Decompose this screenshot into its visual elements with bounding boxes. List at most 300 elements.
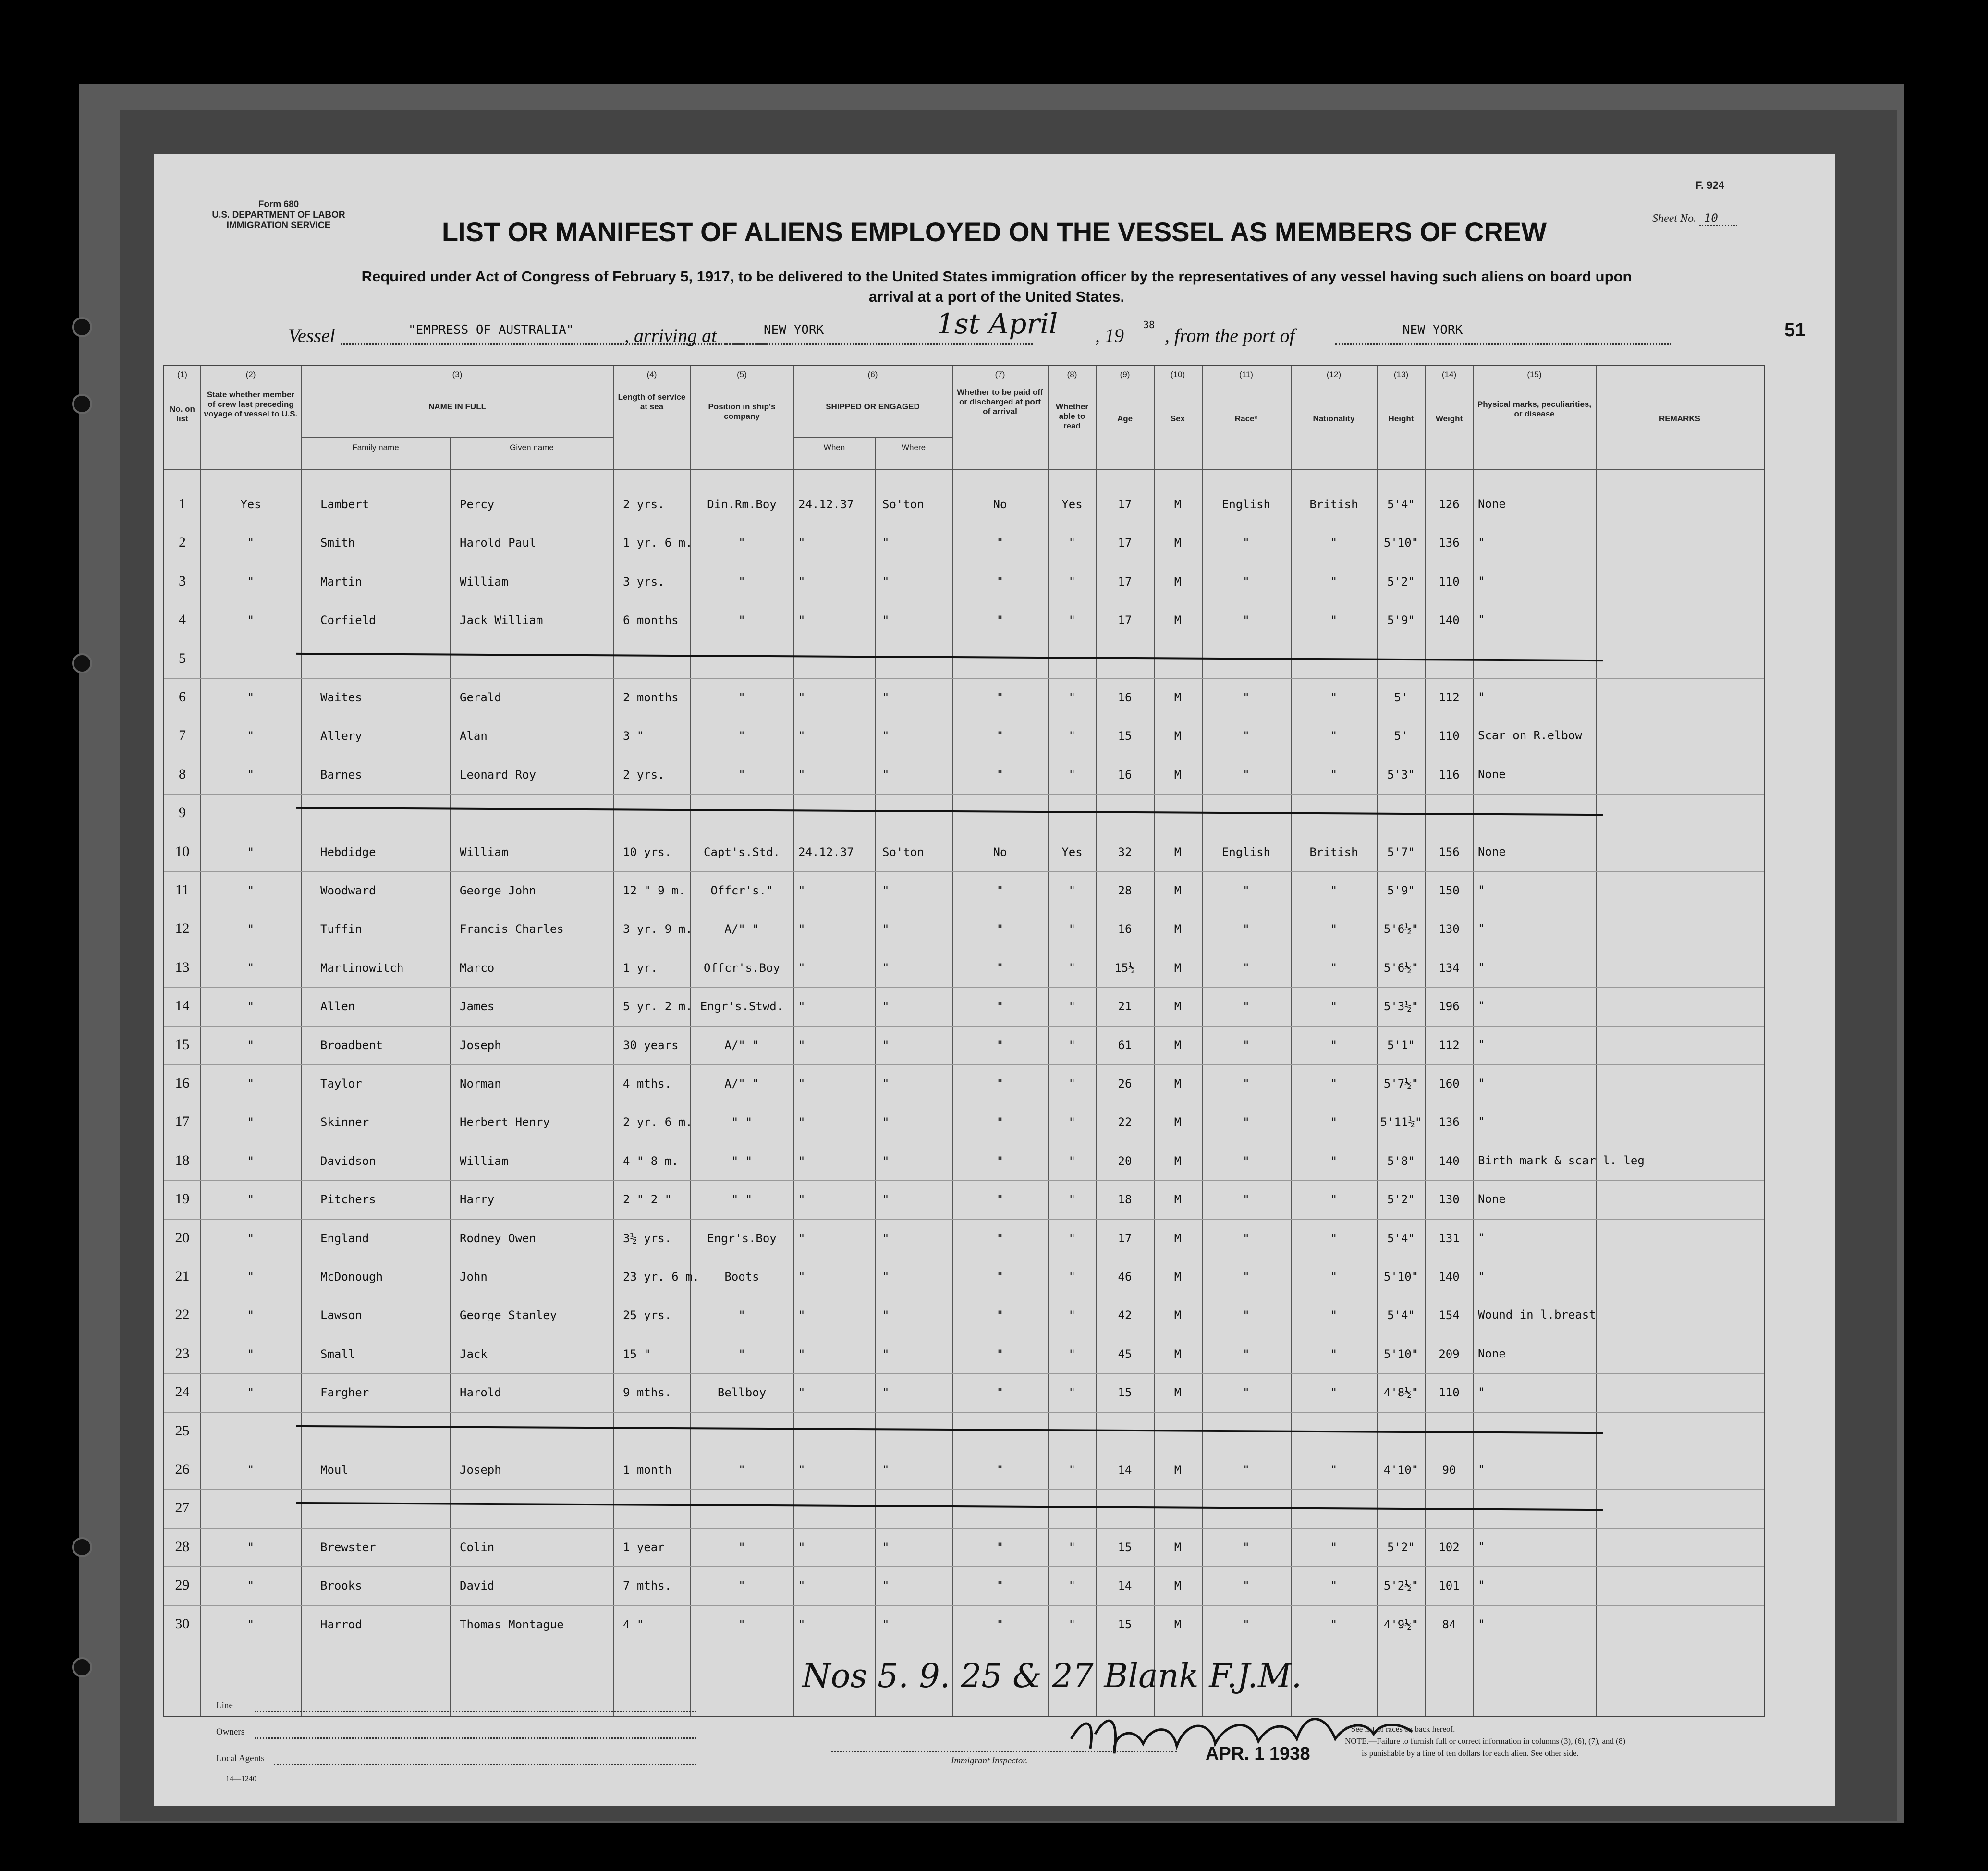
punch-hole <box>72 394 92 414</box>
row-sex: M <box>1174 1077 1182 1090</box>
row-number: 10 <box>175 843 190 859</box>
row-family-name: Waites <box>320 691 362 704</box>
row-paid-off: No <box>993 498 1007 511</box>
column-divider <box>1473 366 1474 1716</box>
local-agents-underline <box>274 1764 696 1765</box>
row-family-name: Small <box>320 1347 355 1361</box>
row-age: 15 <box>1118 729 1132 743</box>
row-shipped-when: 24.12.37 <box>798 498 854 511</box>
row-given-name: Jack <box>460 1347 488 1361</box>
row-nationality: " <box>1330 961 1338 975</box>
row-paid-off: " <box>996 1154 1004 1168</box>
row-number: 6 <box>179 689 186 705</box>
row-position: " <box>738 768 745 782</box>
row-previous-voyage: " <box>247 536 255 550</box>
row-physical-marks: " <box>1478 613 1485 627</box>
row-given-name: Alan <box>460 729 488 743</box>
row-nationality: " <box>1330 1038 1338 1052</box>
row-weight: 154 <box>1439 1308 1460 1322</box>
row-position: " <box>738 1617 745 1631</box>
row-sex: M <box>1174 884 1182 897</box>
row-race: " <box>1243 575 1250 588</box>
row-rule <box>164 1373 1764 1374</box>
row-nationality: " <box>1330 1000 1338 1014</box>
row-physical-marks: " <box>1478 922 1485 936</box>
row-race: " <box>1243 1038 1250 1052</box>
row-age: 16 <box>1118 922 1132 936</box>
row-weight: 102 <box>1439 1540 1460 1554</box>
header-weight: Weight <box>1435 414 1463 423</box>
header-where: Where <box>901 443 926 452</box>
blank-row-strike <box>296 807 1603 816</box>
row-previous-voyage: " <box>247 1154 255 1168</box>
row-sex: M <box>1174 1617 1182 1631</box>
row-sex: M <box>1174 961 1182 975</box>
row-able-to-read: " <box>1068 768 1076 782</box>
row-previous-voyage: " <box>247 884 255 897</box>
column-number: (9) <box>1120 370 1130 379</box>
row-physical-marks: Scar on R.elbow <box>1478 729 1582 743</box>
row-age: 17 <box>1118 536 1132 550</box>
row-position: A/" " <box>724 1077 759 1090</box>
row-previous-voyage: " <box>247 1115 255 1129</box>
row-paid-off: " <box>996 768 1004 782</box>
row-position: " <box>738 1540 745 1554</box>
row-rule <box>164 1064 1764 1065</box>
row-able-to-read: " <box>1068 1193 1076 1207</box>
row-service-length: 5 yr. 2 m. <box>623 1000 693 1014</box>
row-race: " <box>1243 884 1250 897</box>
row-number: 5 <box>179 650 186 666</box>
row-position: " <box>738 1347 745 1361</box>
header-remarks: REMARKS <box>1659 414 1700 423</box>
column-number: (11) <box>1239 370 1253 379</box>
row-service-length: 23 yr. 6 m. <box>623 1270 699 1284</box>
row-given-name: Harry <box>460 1193 495 1207</box>
manifest-sheet <box>154 154 1835 1806</box>
row-physical-marks: " <box>1478 1270 1485 1283</box>
row-physical-marks: Birth mark & scar l. leg <box>1478 1153 1645 1167</box>
column-number: (8) <box>1067 370 1077 379</box>
row-race: " <box>1243 1617 1250 1631</box>
row-previous-voyage: " <box>247 729 255 743</box>
row-able-to-read: " <box>1068 729 1076 743</box>
row-family-name: Broadbent <box>320 1038 383 1052</box>
row-height: 5'4" <box>1387 498 1415 511</box>
row-height: 5' <box>1394 729 1408 743</box>
row-sex: M <box>1174 922 1182 936</box>
row-paid-off: " <box>996 536 1004 550</box>
row-paid-off: " <box>996 922 1004 936</box>
row-previous-voyage: " <box>247 691 255 704</box>
row-previous-voyage: " <box>247 575 255 588</box>
row-shipped-when: " <box>798 1463 805 1477</box>
row-nationality: " <box>1330 1386 1338 1400</box>
row-age: 20 <box>1118 1154 1132 1168</box>
row-shipped-when: " <box>798 884 805 897</box>
row-family-name: Lawson <box>320 1308 362 1322</box>
row-weight: 196 <box>1439 1000 1460 1014</box>
row-service-length: 4 mths. <box>623 1077 672 1090</box>
row-race: English <box>1221 498 1271 511</box>
row-position: " <box>738 729 745 743</box>
row-height: 5'2" <box>1387 1540 1415 1554</box>
row-height: 5'6½" <box>1383 922 1419 936</box>
row-able-to-read: " <box>1068 1038 1076 1052</box>
row-shipped-when: " <box>798 1617 805 1631</box>
row-service-length: 3 yrs. <box>623 575 665 588</box>
row-shipped-when: " <box>798 768 805 782</box>
row-service-length: 1 year <box>623 1540 665 1554</box>
row-height: 5'10" <box>1383 1270 1419 1284</box>
row-previous-voyage: " <box>247 1617 255 1631</box>
row-able-to-read: " <box>1068 536 1076 550</box>
row-height: 5'9" <box>1387 884 1415 897</box>
row-weight: 110 <box>1439 1386 1460 1400</box>
header-given-name: Given name <box>510 443 554 452</box>
row-number: 22 <box>175 1307 190 1323</box>
vessel-name: "EMPRESS OF AUSTRALIA" <box>408 323 574 337</box>
row-height: 5' <box>1394 691 1408 704</box>
row-nationality: " <box>1330 1617 1338 1631</box>
column-number: (5) <box>737 370 747 379</box>
row-given-name: Joseph <box>460 1038 501 1052</box>
row-shipped-where: " <box>882 1154 890 1168</box>
row-age: 15½ <box>1114 961 1135 975</box>
row-nationality: " <box>1330 1077 1338 1090</box>
row-able-to-read: " <box>1068 575 1076 588</box>
row-shipped-when: " <box>798 691 805 704</box>
row-family-name: Smith <box>320 536 355 550</box>
row-given-name: William <box>460 575 509 588</box>
row-height: 5'7½" <box>1383 1077 1419 1090</box>
row-sex: M <box>1174 1038 1182 1052</box>
row-number: 8 <box>179 766 186 782</box>
row-paid-off: " <box>996 1115 1004 1129</box>
blank-row-strike <box>296 1502 1603 1511</box>
row-shipped-when: " <box>798 1386 805 1400</box>
row-given-name: Francis Charles <box>460 922 564 936</box>
header-sub-column <box>450 437 451 1716</box>
row-number: 21 <box>175 1268 190 1284</box>
row-height: 5'6½" <box>1383 961 1419 975</box>
row-sex: M <box>1174 1115 1182 1129</box>
column-number: (7) <box>995 370 1005 379</box>
header-nationality: Nationality <box>1313 414 1355 423</box>
row-nationality: " <box>1330 1540 1338 1554</box>
column-number: (10) <box>1170 370 1185 379</box>
row-sex: M <box>1174 575 1182 588</box>
row-previous-voyage: " <box>247 1000 255 1014</box>
row-given-name: Herbert Henry <box>460 1115 550 1129</box>
row-race: English <box>1221 845 1271 859</box>
row-number: 4 <box>179 611 186 628</box>
column-number: (4) <box>646 370 657 379</box>
sheet-label: Sheet No. <box>1652 212 1696 225</box>
row-number: 26 <box>175 1461 190 1477</box>
row-physical-marks: " <box>1478 1463 1485 1476</box>
punch-hole <box>72 1537 92 1557</box>
row-able-to-read: " <box>1068 1540 1076 1554</box>
row-rule <box>164 1219 1764 1220</box>
row-family-name: Skinner <box>320 1115 369 1129</box>
row-rule <box>164 1528 1764 1529</box>
row-sex: M <box>1174 768 1182 782</box>
header-position: Position in ship's company <box>708 402 776 421</box>
row-shipped-where: " <box>882 1386 890 1400</box>
subtitle-line-2: arrival at a port of the United States. <box>868 288 1125 305</box>
row-physical-marks: " <box>1478 690 1485 704</box>
row-number: 17 <box>175 1113 190 1130</box>
header-paid-off: Whether to be paid off or discharged at port of arrival <box>957 388 1043 416</box>
row-position: Engr's.Boy <box>707 1231 777 1245</box>
blank-rows-note: Nos 5. 9. 25 & 27 Blank F.J.M. <box>802 1657 1302 1695</box>
row-weight: 130 <box>1439 922 1460 936</box>
header-divider <box>164 469 1764 470</box>
row-position: " <box>738 691 745 704</box>
row-race: " <box>1243 1115 1250 1129</box>
row-able-to-read: " <box>1068 691 1076 704</box>
row-height: 5'3" <box>1387 768 1415 782</box>
row-position: Boots <box>724 1270 759 1284</box>
row-given-name: George Stanley <box>460 1308 557 1322</box>
row-number: 7 <box>179 727 186 744</box>
row-age: 16 <box>1118 691 1132 704</box>
row-sex: M <box>1174 1231 1182 1245</box>
row-family-name: Allery <box>320 729 362 743</box>
row-family-name: Fargher <box>320 1386 369 1400</box>
row-previous-voyage: " <box>247 1077 255 1090</box>
row-sex: M <box>1174 1540 1182 1554</box>
row-nationality: " <box>1330 575 1338 588</box>
row-position: " " <box>731 1154 753 1168</box>
row-able-to-read: " <box>1068 1347 1076 1361</box>
row-weight: 209 <box>1439 1347 1460 1361</box>
row-height: 5'10" <box>1383 536 1419 550</box>
row-shipped-when: " <box>798 1347 805 1361</box>
document-subtitle <box>240 267 1753 307</box>
row-nationality: British <box>1309 498 1358 511</box>
row-previous-voyage: " <box>247 1347 255 1361</box>
row-race: " <box>1243 691 1250 704</box>
row-weight: 116 <box>1439 768 1460 782</box>
row-previous-voyage: " <box>247 961 255 975</box>
row-physical-marks: None <box>1478 1192 1506 1206</box>
row-service-length: 7 mths. <box>623 1579 672 1593</box>
row-given-name: Harold Paul <box>460 536 536 550</box>
row-shipped-where: So'ton <box>882 498 924 511</box>
row-race: " <box>1243 1463 1250 1477</box>
row-number: 11 <box>175 882 189 898</box>
header-sub-column <box>875 437 876 1716</box>
header-physical-marks: Physical marks, peculiarities, or disease <box>1477 400 1592 418</box>
row-able-to-read: Yes <box>1061 498 1083 511</box>
row-shipped-when: " <box>798 1077 805 1090</box>
row-position: Offcr's." <box>710 884 773 897</box>
row-age: 28 <box>1118 884 1132 897</box>
row-physical-marks: " <box>1478 1231 1485 1245</box>
row-age: 17 <box>1118 498 1132 511</box>
row-family-name: Pitchers <box>320 1193 376 1207</box>
row-nationality: " <box>1330 922 1338 936</box>
row-weight: 112 <box>1439 1038 1460 1052</box>
row-previous-voyage: " <box>247 1308 255 1322</box>
row-family-name: Taylor <box>320 1077 362 1090</box>
row-position: " " <box>731 1115 753 1129</box>
row-able-to-read: " <box>1068 1000 1076 1014</box>
row-able-to-read: " <box>1068 613 1076 627</box>
row-sex: M <box>1174 845 1182 859</box>
row-weight: 130 <box>1439 1193 1460 1207</box>
row-height: 5'4" <box>1387 1308 1415 1322</box>
row-shipped-when: " <box>798 1115 805 1129</box>
row-sex: M <box>1174 1308 1182 1322</box>
row-height: 5'4" <box>1387 1231 1415 1245</box>
row-paid-off: " <box>996 575 1004 588</box>
row-height: 5'1" <box>1387 1038 1415 1052</box>
row-shipped-when: " <box>798 1038 805 1052</box>
row-number: 29 <box>175 1577 190 1593</box>
row-number: 27 <box>175 1500 190 1516</box>
row-shipped-where: " <box>882 1617 890 1631</box>
row-shipped-when: " <box>798 1231 805 1245</box>
row-given-name: William <box>460 1154 509 1168</box>
row-nationality: " <box>1330 536 1338 550</box>
row-given-name: Colin <box>460 1540 495 1554</box>
row-number: 28 <box>175 1538 190 1554</box>
row-nationality: " <box>1330 691 1338 704</box>
row-previous-voyage: " <box>247 1386 255 1400</box>
row-position: " " <box>731 1193 753 1207</box>
arriving-underline <box>725 343 1033 345</box>
row-shipped-where: " <box>882 1115 890 1129</box>
row-paid-off: " <box>996 884 1004 897</box>
row-service-length: 2 yrs. <box>623 498 665 511</box>
row-race: " <box>1243 1231 1250 1245</box>
row-nationality: " <box>1330 1270 1338 1284</box>
row-physical-marks: " <box>1478 1076 1485 1090</box>
row-age: 21 <box>1118 1000 1132 1014</box>
row-rule <box>164 678 1764 679</box>
row-previous-voyage: Yes <box>240 498 261 511</box>
row-given-name: Rodney Owen <box>460 1231 536 1245</box>
row-sex: M <box>1174 691 1182 704</box>
row-previous-voyage: " <box>247 1540 255 1554</box>
row-family-name: Woodward <box>320 884 376 897</box>
row-previous-voyage: " <box>247 768 255 782</box>
row-paid-off: " <box>996 729 1004 743</box>
header-family-name: Family name <box>352 443 399 452</box>
row-service-length: 2 yr. 6 m. <box>623 1115 693 1129</box>
column-number: (3) <box>452 370 463 379</box>
row-service-length: 25 yrs. <box>623 1308 672 1322</box>
row-service-length: 30 years <box>623 1038 679 1052</box>
row-sex: M <box>1174 1463 1182 1477</box>
row-paid-off: " <box>996 1463 1004 1477</box>
row-paid-off: " <box>996 1000 1004 1014</box>
header-sex: Sex <box>1170 414 1185 423</box>
row-paid-off: " <box>996 1347 1004 1361</box>
arriving-label: , arriving at <box>624 325 717 346</box>
form-code: F. 924 <box>1695 179 1724 191</box>
row-family-name: Davidson <box>320 1154 376 1168</box>
subtitle-line-1: Required under Act of Congress of February 5, 1917, to be delivered to the United States immigration officer by the representatives of any vessel having such aliens on board upon <box>361 268 1632 285</box>
row-race: " <box>1243 1308 1250 1322</box>
row-physical-marks: " <box>1478 960 1485 974</box>
row-height: 5'10" <box>1383 1347 1419 1361</box>
row-physical-marks: " <box>1478 574 1485 588</box>
row-service-length: 4 " 8 m. <box>623 1154 679 1168</box>
row-shipped-when: " <box>798 613 805 627</box>
row-height: 5'2" <box>1387 1193 1415 1207</box>
column-number: (14) <box>1441 370 1457 379</box>
row-position: " <box>738 536 745 550</box>
row-rule <box>164 1605 1764 1606</box>
row-shipped-when: " <box>798 536 805 550</box>
row-able-to-read: " <box>1068 1115 1076 1129</box>
row-rule <box>164 987 1764 988</box>
row-age: 42 <box>1118 1308 1132 1322</box>
header-when: When <box>823 443 845 452</box>
row-sex: M <box>1174 1347 1182 1361</box>
header-sub-divider <box>301 437 613 438</box>
row-sex: M <box>1174 1000 1182 1014</box>
row-age: 22 <box>1118 1115 1132 1129</box>
row-nationality: " <box>1330 768 1338 782</box>
row-sex: M <box>1174 1154 1182 1168</box>
row-height: 5'2" <box>1387 575 1415 588</box>
row-given-name: Joseph <box>460 1463 501 1477</box>
row-number: 2 <box>179 534 186 550</box>
inspector-label: Immigrant Inspector. <box>951 1756 1028 1766</box>
punch-hole <box>72 317 92 337</box>
sheet-number: 10 <box>1699 211 1737 226</box>
row-previous-voyage: " <box>247 1231 255 1245</box>
row-height: 4'8½" <box>1383 1386 1419 1400</box>
row-paid-off: " <box>996 1540 1004 1554</box>
row-nationality: " <box>1330 1347 1338 1361</box>
row-position: A/" " <box>724 1038 759 1052</box>
row-given-name: James <box>460 1000 495 1014</box>
row-physical-marks: " <box>1478 1038 1485 1052</box>
row-rule <box>164 1566 1764 1567</box>
row-height: 5'7" <box>1387 845 1415 859</box>
header-length-of-service: Length of service at sea <box>618 392 686 411</box>
row-physical-marks: " <box>1478 1578 1485 1592</box>
row-family-name: Brooks <box>320 1579 362 1593</box>
row-nationality: " <box>1330 1193 1338 1207</box>
row-able-to-read: " <box>1068 1231 1076 1245</box>
page-number: 51 <box>1784 319 1806 341</box>
column-number: (13) <box>1393 370 1409 379</box>
row-race: " <box>1243 1270 1250 1284</box>
header-previous-voyage: State whether member of crew last preceding voyage of vessel to U.S. <box>204 390 298 418</box>
row-nationality: " <box>1330 1231 1338 1245</box>
year-suffix: 38 <box>1143 319 1155 330</box>
header-shipped-engaged: SHIPPED OR ENGAGED <box>826 402 920 411</box>
row-race: " <box>1243 961 1250 975</box>
local-agents-label: Local Agents <box>216 1753 265 1763</box>
row-position: Bellboy <box>717 1386 767 1400</box>
row-rule <box>164 1026 1764 1027</box>
row-given-name: John <box>460 1270 488 1284</box>
row-age: 26 <box>1118 1077 1132 1090</box>
row-paid-off: " <box>996 1077 1004 1090</box>
row-paid-off: " <box>996 1579 1004 1593</box>
row-shipped-when: " <box>798 1000 805 1014</box>
row-race: " <box>1243 1579 1250 1593</box>
column-number: (2) <box>245 370 256 379</box>
